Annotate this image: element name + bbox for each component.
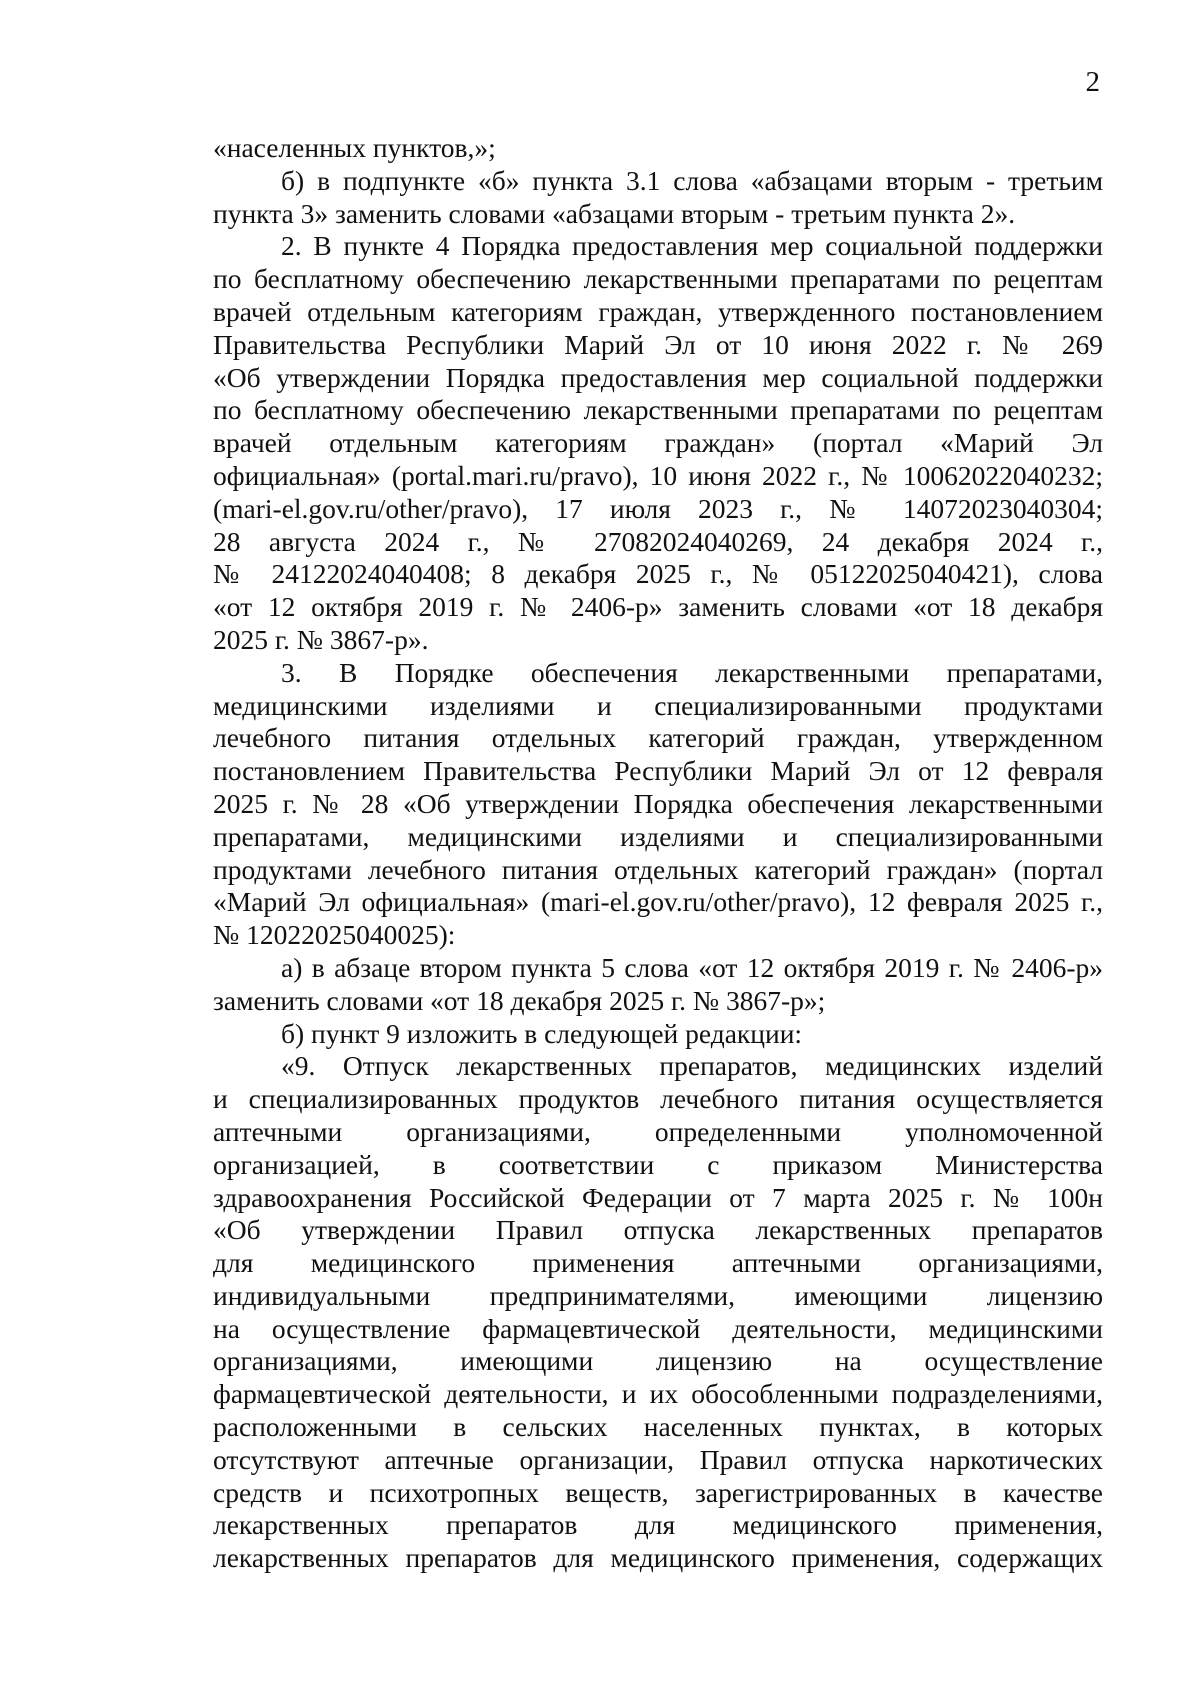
- text-line: лекарственных препаратов для медицинского применения,: [213, 1509, 1103, 1541]
- text-line: (mari-el.gov.ru/other/pravo), 17 июля 2023 г., № 14072023040304;: [213, 492, 1103, 524]
- text-line: 2025 г. № 3867-р».: [213, 623, 429, 655]
- text-line: организациями, имеющими лицензию на осуществление: [213, 1345, 1103, 1377]
- document-body: [213, 132, 1103, 1575]
- text-line: препаратами, медицинскими изделиями и специализированными: [213, 820, 1103, 852]
- text-line: продуктами лечебного питания отдельных категорий граждан» (портал: [213, 853, 1103, 885]
- text-line: заменить словами «от 18 декабря 2025 г. № 3867-р»;: [213, 984, 826, 1016]
- text-line: индивидуальными предпринимателями, имеющими лицензию: [213, 1279, 1103, 1311]
- text-line: 2025 г. № 28 «Об утверждении Порядка обеспечения лекарственными: [213, 787, 1103, 819]
- text-line: «Об утверждении Порядка предоставления мер социальной поддержки: [213, 361, 1103, 393]
- text-line: «населенных пунктов,»;: [213, 132, 496, 163]
- text-line: 28 августа 2024 г., № 27082024040269, 24 декабря 2024 г.,: [213, 525, 1103, 557]
- text-line: «Об утверждении Правил отпуска лекарственных препаратов: [213, 1214, 1103, 1246]
- text-line: расположенными в сельских населенных пунктах, в которых: [213, 1411, 1103, 1443]
- text-line: организацией, в соответствии с приказом Министерства: [213, 1148, 1103, 1180]
- text-line: а) в абзаце втором пункта 5 слова «от 12 октября 2019 г. № 2406-р»: [281, 951, 1103, 983]
- text-line: средств и психотропных веществ, зарегистрированных в качестве: [213, 1476, 1103, 1508]
- text-line: пункта 3» заменить словами «абзацами вторым - третьим пункта 2».: [213, 197, 1016, 229]
- text-line: врачей отдельным категориям граждан, утвержденного постановлением: [213, 295, 1103, 327]
- text-line: Правительства Республики Марий Эл от 10 июня 2022 г. № 269: [213, 328, 1103, 360]
- text-line: по бесплатному обеспечению лекарственными препаратами по рецептам: [213, 394, 1103, 426]
- text-line: № 24122024040408; 8 декабря 2025 г., № 05122025040421), слова: [213, 558, 1103, 590]
- text-line: для медицинского применения аптечными организациями,: [213, 1247, 1103, 1279]
- text-line: постановлением Правительства Республики Марий Эл от 12 февраля: [213, 755, 1103, 787]
- text-line: фармацевтической деятельности, и их обособленными подразделениями,: [213, 1378, 1103, 1410]
- text-line: б) в подпункте «б» пункта 3.1 слова «абзацами вторым - третьим: [281, 164, 1103, 196]
- text-line: лечебного питания отдельных категорий граждан, утвержденном: [213, 722, 1103, 754]
- text-line: «от 12 октября 2019 г. № 2406-р» заменить словами «от 18 декабря: [213, 591, 1103, 623]
- text-line: на осуществление фармацевтической деятельности, медицинскими: [213, 1312, 1103, 1344]
- text-line: 3. В Порядке обеспечения лекарственными препаратами,: [281, 656, 1103, 688]
- text-line: 2. В пункте 4 Порядка предоставления мер социальной поддержки: [281, 230, 1103, 262]
- text-line: аптечными организациями, определенными уполномоченной: [213, 1115, 1103, 1147]
- text-line: б) пункт 9 изложить в следующей редакции:: [281, 1017, 803, 1049]
- text-line: здравоохранения Российской Федерации от 7 марта 2025 г. № 100н: [213, 1181, 1103, 1213]
- text-line: «Марий Эл официальная» (mari-el.gov.ru/other/pravo), 12 февраля 2025 г.,: [213, 886, 1103, 918]
- text-line: по бесплатному обеспечению лекарственными препаратами по рецептам: [213, 263, 1103, 295]
- text-line: медицинскими изделиями и специализированными продуктами: [213, 689, 1103, 721]
- page-number: 2: [1085, 66, 1100, 98]
- text-line: врачей отдельным категориям граждан» (портал «Марий Эл: [213, 427, 1103, 459]
- text-line: № 12022025040025):: [213, 919, 456, 951]
- text-line: и специализированных продуктов лечебного питания осуществляется: [213, 1083, 1103, 1115]
- text-line: лекарственных препаратов для медицинского применения, содержащих: [213, 1542, 1103, 1574]
- text-line: отсутствуют аптечные организации, Правил отпуска наркотических: [213, 1443, 1103, 1475]
- text-line: официальная» (portal.mari.ru/pravo), 10 июня 2022 г., № 10062022040232;: [213, 459, 1103, 491]
- text-line: «9. Отпуск лекарственных препаратов, медицинских изделий: [281, 1050, 1103, 1082]
